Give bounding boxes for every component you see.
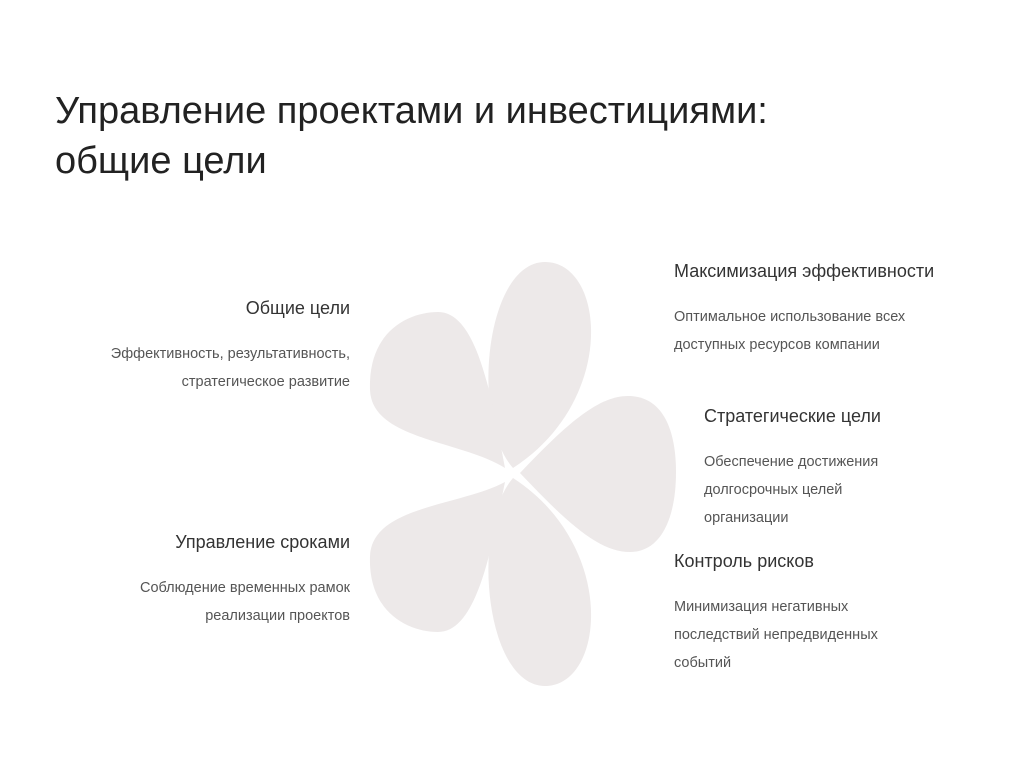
goal-description-line: Оптимальное использование всех (674, 309, 906, 325)
goal-description-line: Эффективность, результативность, (110, 346, 350, 362)
goal-heading: Контроль рисков (674, 551, 814, 571)
goal-description-line: Минимизация негативных (674, 599, 849, 615)
goal-description-line: доступных ресурсов компании (674, 337, 880, 353)
goal-block-time-management (30, 530, 350, 630)
petal-lower-left (370, 482, 505, 632)
goal-description-line: реализации проектов (205, 608, 350, 624)
goal-description-line: Соблюдение временных рамок (139, 580, 350, 596)
goal-description (674, 593, 974, 677)
petal-upper-left (370, 312, 505, 468)
goal-description (674, 303, 1014, 359)
goal-description-line: долгосрочных целей (704, 482, 843, 498)
goal-description-line: Обеспечение достижения (704, 454, 879, 470)
goal-heading: Максимизация эффективности (674, 261, 935, 281)
goal-heading: Стратегические цели (704, 406, 881, 426)
goal-description-line: последствий непредвиденных (674, 627, 878, 643)
title-line-2: общие цели (55, 140, 267, 182)
goal-block-efficiency (674, 259, 1014, 359)
goal-description (30, 574, 350, 630)
goal-block-general (30, 296, 350, 396)
goal-block-strategic (704, 404, 1004, 532)
goal-description (30, 340, 350, 396)
goal-description (704, 448, 1004, 532)
goal-block-risk-control (674, 549, 974, 677)
goal-heading: Управление сроками (175, 532, 350, 552)
goal-description-line: стратегическое развитие (181, 374, 350, 390)
goal-description-line: организации (704, 510, 789, 526)
goal-heading: Общие цели (245, 298, 350, 318)
title-line-1: Управление проектами и инвестициями: (55, 90, 768, 132)
goal-description-line: событий (674, 655, 732, 671)
